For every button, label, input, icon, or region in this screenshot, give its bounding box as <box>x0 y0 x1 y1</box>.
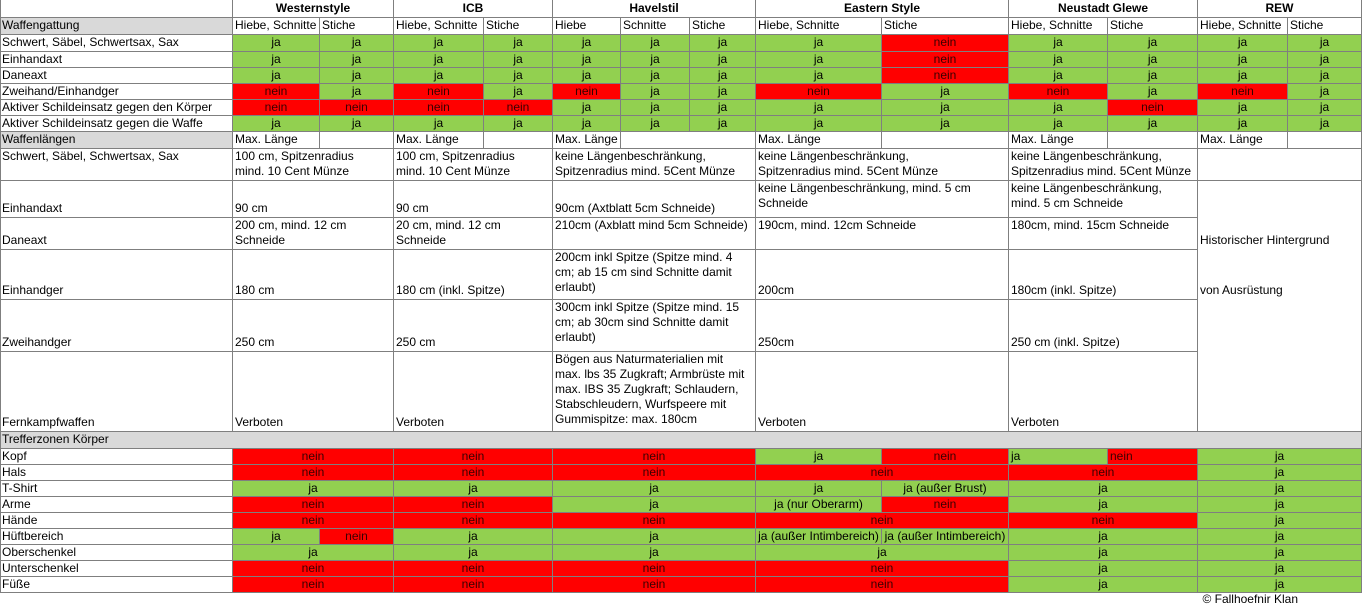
hit-zone-cell: ja (außer Intimbereich) <box>756 529 882 545</box>
permission-cell: nein <box>553 84 621 100</box>
max-length-value: 300cm inkl Spitze (Spitze mind. 15 cm; ab 30cm sind Schnitte damit erlaubt) <box>553 300 756 352</box>
permission-cell: nein <box>484 100 553 116</box>
permission-cell: ja <box>394 116 484 132</box>
max-length-value: Verboten <box>756 352 1009 432</box>
permission-cell: ja <box>690 116 756 132</box>
hit-zone-cell: nein <box>394 513 553 529</box>
permission-cell: ja <box>484 116 553 132</box>
sub-header: Hiebe, Schnitte <box>1198 18 1288 35</box>
hit-zone-label: Hüftbereich <box>0 529 233 545</box>
permission-cell: ja <box>882 84 1009 100</box>
permission-cell: ja <box>690 35 756 52</box>
sub-header: Stiche <box>1108 18 1198 35</box>
permission-cell: ja <box>320 35 394 52</box>
copyright-notice: © Fallhoefnir Klan <box>1202 592 1298 606</box>
hit-zone-cell: nein <box>320 529 394 545</box>
hit-zone-cell: ja <box>1198 465 1362 481</box>
permission-cell: nein <box>1198 84 1288 100</box>
weapon-type-label: Daneaxt <box>0 68 233 84</box>
hit-zone-cell: ja <box>1198 449 1362 465</box>
permission-cell: ja <box>233 35 320 52</box>
hit-zone-cell: nein <box>233 561 394 577</box>
corner-cell <box>0 0 233 18</box>
sub-header: Stiche <box>1288 18 1362 35</box>
hit-zone-cell: ja <box>756 545 1009 561</box>
hit-zone-cell: ja <box>1009 481 1198 497</box>
hit-zone-cell: ja (außer Brust) <box>882 481 1009 497</box>
hit-zone-cell: ja <box>1009 497 1198 513</box>
max-length-value: 90cm (Axtblatt 5cm Schneide) <box>553 181 756 218</box>
section-title-trefferzonen: Trefferzonen Körper <box>0 432 1362 449</box>
hit-zone-cell: ja <box>756 449 882 465</box>
hit-zone-label: Füße <box>0 577 233 593</box>
hit-zone-cell: nein <box>882 449 1009 465</box>
max-length-value: 90 cm <box>394 181 553 218</box>
max-length-value: 180cm, mind. 15cm Schneide <box>1009 218 1198 250</box>
hit-zone-cell: nein <box>394 577 553 593</box>
hit-zone-cell: ja <box>233 481 394 497</box>
permission-cell: nein <box>756 84 882 100</box>
max-length-label: Max. Länge <box>553 132 621 149</box>
max-length-value: 100 cm, Spitzenradius mind. 10 Cent Münze <box>394 149 553 181</box>
permission-cell: ja <box>484 52 553 68</box>
permission-cell: ja <box>553 100 621 116</box>
hit-zone-cell: nein <box>233 497 394 513</box>
hit-zone-cell: ja <box>1198 577 1362 593</box>
permission-cell: ja <box>1198 52 1288 68</box>
permission-cell: nein <box>394 100 484 116</box>
hit-zone-cell: nein <box>233 513 394 529</box>
hit-zone-cell: ja <box>1009 449 1108 465</box>
hit-zone-cell: nein <box>1009 465 1198 481</box>
permission-cell: ja <box>320 68 394 84</box>
hit-zone-cell: ja <box>553 529 756 545</box>
hit-zone-cell: nein <box>553 465 756 481</box>
empty-cell <box>484 132 553 149</box>
max-length-value: 20 cm, mind. 12 cm Schneide <box>394 218 553 250</box>
weapon-length-label: Einhandaxt <box>0 181 233 218</box>
sub-header: Stiche <box>882 18 1009 35</box>
sub-header: Hiebe, Schnitte <box>394 18 484 35</box>
weapon-length-label: Einhandger <box>0 250 233 300</box>
hit-zone-cell: ja <box>394 481 553 497</box>
permission-cell: ja <box>621 100 690 116</box>
permission-cell: nein <box>882 68 1009 84</box>
hit-zone-cell: ja (nur Oberarm) <box>756 497 882 513</box>
weapon-length-label: Zweihandger <box>0 300 233 352</box>
sub-header: Stiche <box>484 18 553 35</box>
sheet-left-border <box>0 0 1 593</box>
hit-zone-label: Kopf <box>0 449 233 465</box>
permission-cell: ja <box>690 52 756 68</box>
weapon-length-label: Fernkampfwaffen <box>0 352 233 432</box>
permission-cell: ja <box>756 100 882 116</box>
permission-cell: ja <box>553 35 621 52</box>
permission-cell: ja <box>1198 116 1288 132</box>
hit-zone-cell: nein <box>394 449 553 465</box>
permission-cell: ja <box>1009 35 1108 52</box>
permission-cell: ja <box>484 68 553 84</box>
permission-cell: ja <box>1108 116 1198 132</box>
hit-zone-cell: ja <box>1009 577 1198 593</box>
empty-cell <box>1108 132 1198 149</box>
max-length-value: keine Längenbeschränkung, mind. 5 cm Schneide <box>1009 181 1198 218</box>
permission-cell: ja <box>690 68 756 84</box>
permission-cell: ja <box>621 116 690 132</box>
permission-cell: nein <box>1108 100 1198 116</box>
permission-cell: ja <box>882 100 1009 116</box>
max-length-value: 250 cm (inkl. Spitze) <box>1009 300 1198 352</box>
permission-cell: ja <box>756 35 882 52</box>
hit-zone-cell: ja <box>1198 529 1362 545</box>
permission-cell: ja <box>1108 35 1198 52</box>
sub-header: Hiebe, Schnitte <box>1009 18 1108 35</box>
permission-cell: nein <box>320 100 394 116</box>
hit-zone-cell: nein <box>756 465 1009 481</box>
permission-cell: ja <box>756 116 882 132</box>
hit-zone-label: Hals <box>0 465 233 481</box>
hit-zone-cell: nein <box>1108 449 1198 465</box>
group-header: ICB <box>394 0 553 18</box>
sub-header: Schnitte <box>621 18 690 35</box>
max-length-value: Bögen aus Naturmaterialien mit max. lbs 35 Zugkraft; Armbrüste mit max. IBS 35 Zugkraft; Schlaudern, Stabschleudern, Wurfspeere mit Gummispitze: max. 180cm <box>553 352 756 432</box>
hit-zone-cell: nein <box>553 577 756 593</box>
max-length-value: 200cm inkl Spitze (Spitze mind. 4 cm; ab 15 cm sind Schnitte damit erlaubt) <box>553 250 756 300</box>
empty-cell <box>882 132 1009 149</box>
permission-cell: ja <box>233 68 320 84</box>
hit-zone-cell: ja <box>394 545 553 561</box>
permission-cell: ja <box>320 84 394 100</box>
permission-cell: ja <box>882 116 1009 132</box>
hit-zone-cell: ja <box>1009 545 1198 561</box>
max-length-value: 180cm (inkl. Spitze) <box>1009 250 1198 300</box>
permission-cell: ja <box>1108 84 1198 100</box>
permission-cell: ja <box>320 116 394 132</box>
permission-cell: ja <box>1288 100 1362 116</box>
permission-cell: ja <box>621 84 690 100</box>
permission-cell: ja <box>233 116 320 132</box>
weapon-length-label: Schwert, Säbel, Schwertsax, Sax <box>0 149 233 181</box>
sub-header: Hiebe <box>553 18 621 35</box>
weapon-type-label: Zweihand/Einhandger <box>0 84 233 100</box>
empty-cell <box>1198 149 1362 181</box>
permission-cell: ja <box>553 116 621 132</box>
permission-cell: nein <box>233 100 320 116</box>
permission-cell: nein <box>394 84 484 100</box>
permission-cell: ja <box>1108 68 1198 84</box>
hit-zone-cell: nein <box>553 513 756 529</box>
permission-cell: ja <box>1288 84 1362 100</box>
permission-cell: ja <box>1288 116 1362 132</box>
hit-zone-cell: nein <box>553 561 756 577</box>
permission-cell: ja <box>1009 116 1108 132</box>
hit-zone-cell: nein <box>233 449 394 465</box>
permission-cell: ja <box>553 68 621 84</box>
hit-zone-label: Oberschenkel <box>0 545 233 561</box>
group-header: Eastern Style <box>756 0 1009 18</box>
group-header: Havelstil <box>553 0 756 18</box>
max-length-value: 100 cm, Spitzenradius mind. 10 Cent Münze <box>233 149 394 181</box>
permission-cell: ja <box>621 68 690 84</box>
empty-cell <box>320 132 394 149</box>
permission-cell: ja <box>1198 35 1288 52</box>
max-length-value: 180 cm <box>233 250 394 300</box>
max-length-value: 200 cm, mind. 12 cm Schneide <box>233 218 394 250</box>
weapon-type-label: Einhandaxt <box>0 52 233 68</box>
permission-cell: ja <box>484 84 553 100</box>
max-length-label: Max. Länge <box>394 132 484 149</box>
max-length-value: 210cm (Axblatt mind 5cm Schneide) <box>553 218 756 250</box>
max-length-value: Verboten <box>1009 352 1198 432</box>
hit-zone-cell: nein <box>394 465 553 481</box>
max-length-label: Max. Länge <box>233 132 320 149</box>
permission-cell: ja <box>1009 52 1108 68</box>
hit-zone-cell: ja <box>233 545 394 561</box>
permission-cell: ja <box>553 52 621 68</box>
permission-cell: ja <box>394 68 484 84</box>
rew-note-line: Historischer Hintergrund <box>1200 233 1330 247</box>
hit-zone-cell: ja <box>1198 545 1362 561</box>
permission-cell: ja <box>1108 52 1198 68</box>
max-length-value: 180 cm (inkl. Spitze) <box>394 250 553 300</box>
max-length-value: keine Längenbeschränkung, mind. 5 cm Schneide <box>756 181 1009 218</box>
permission-cell: ja <box>233 52 320 68</box>
permission-cell: ja <box>394 52 484 68</box>
hit-zone-cell: ja <box>1198 481 1362 497</box>
permission-cell: ja <box>1288 35 1362 52</box>
max-length-value: Verboten <box>233 352 394 432</box>
permission-cell: ja <box>690 100 756 116</box>
hit-zone-cell: nein <box>233 465 394 481</box>
hit-zone-label: Unterschenkel <box>0 561 233 577</box>
sub-header: Stiche <box>320 18 394 35</box>
hit-zone-cell: nein <box>1009 513 1198 529</box>
hit-zone-cell: nein <box>394 561 553 577</box>
permission-cell: ja <box>690 84 756 100</box>
max-length-value: 250cm <box>756 300 1009 352</box>
max-length-value: 90 cm <box>233 181 394 218</box>
permission-cell: nein <box>1009 84 1108 100</box>
max-length-value: keine Längenbeschränkung, Spitzenradius mind. 5Cent Münze <box>553 149 756 181</box>
weapon-type-label: Aktiver Schildeinsatz gegen den Körper <box>0 100 233 116</box>
permission-cell: ja <box>756 68 882 84</box>
empty-cell <box>621 132 756 149</box>
hit-zone-cell: ja (außer Intimbereich) <box>882 529 1009 545</box>
hit-zone-cell: ja <box>1009 561 1198 577</box>
hit-zone-label: Arme <box>0 497 233 513</box>
permission-cell: ja <box>756 52 882 68</box>
permission-cell: ja <box>621 52 690 68</box>
permission-cell: ja <box>1009 68 1108 84</box>
section-title-waffenlaengen: Waffenlängen <box>0 132 233 149</box>
rew-note-line: von Ausrüstung <box>1200 283 1283 297</box>
hit-zone-cell: ja <box>553 497 756 513</box>
permission-cell: ja <box>1288 68 1362 84</box>
permission-cell: ja <box>1009 100 1108 116</box>
sub-header: Hiebe, Schnitte <box>756 18 882 35</box>
permission-cell: ja <box>1198 100 1288 116</box>
max-length-label: Max. Länge <box>1009 132 1108 149</box>
weapon-length-label: Daneaxt <box>0 218 233 250</box>
hit-zone-cell: ja <box>553 545 756 561</box>
permission-cell: ja <box>621 35 690 52</box>
hit-zone-cell: nein <box>394 497 553 513</box>
hit-zone-cell: nein <box>553 449 756 465</box>
max-length-value: Verboten <box>394 352 553 432</box>
permission-cell: ja <box>484 35 553 52</box>
sub-header: Hiebe, Schnitte <box>233 18 320 35</box>
hit-zone-cell: ja <box>1009 529 1198 545</box>
hit-zone-cell: nein <box>756 513 1009 529</box>
max-length-label: Max. Länge <box>756 132 882 149</box>
max-length-value: 250 cm <box>233 300 394 352</box>
max-length-label: Max. Länge <box>1198 132 1288 149</box>
permission-cell: nein <box>882 35 1009 52</box>
permission-cell: ja <box>394 35 484 52</box>
hit-zone-cell: nein <box>756 577 1009 593</box>
hit-zone-cell: nein <box>882 497 1009 513</box>
permission-cell: ja <box>1198 68 1288 84</box>
hit-zone-cell: nein <box>756 561 1009 577</box>
max-length-value: 250 cm <box>394 300 553 352</box>
hit-zone-cell: ja <box>1198 561 1362 577</box>
max-length-value: keine Längenbeschränkung, Spitzenradius mind. 5Cent Münze <box>756 149 1009 181</box>
hit-zone-label: T-Shirt <box>0 481 233 497</box>
hit-zone-label: Hände <box>0 513 233 529</box>
rew-notes <box>1198 181 1362 432</box>
group-header: REW <box>1198 0 1362 18</box>
hit-zone-cell: ja <box>394 529 553 545</box>
hit-zone-cell: ja <box>1198 513 1362 529</box>
section-title-waffengattung: Waffengattung <box>0 18 233 35</box>
group-header: Neustadt Glewe <box>1009 0 1198 18</box>
group-header: Westernstyle <box>233 0 394 18</box>
hit-zone-cell: ja <box>233 529 320 545</box>
permission-cell: nein <box>233 84 320 100</box>
permission-cell: ja <box>1288 52 1362 68</box>
weapon-type-label: Schwert, Säbel, Schwertsax, Sax <box>0 35 233 52</box>
sub-header: Stiche <box>690 18 756 35</box>
max-length-value: keine Längenbeschränkung, Spitzenradius mind. 5Cent Münze <box>1009 149 1198 181</box>
hit-zone-cell: ja <box>553 481 756 497</box>
permission-cell: ja <box>320 52 394 68</box>
max-length-value: 200cm <box>756 250 1009 300</box>
empty-cell <box>1288 132 1362 149</box>
weapon-type-label: Aktiver Schildeinsatz gegen die Waffe <box>0 116 233 132</box>
hit-zone-cell: ja <box>1198 497 1362 513</box>
hit-zone-cell: ja <box>756 481 882 497</box>
hit-zone-cell: nein <box>233 577 394 593</box>
permission-cell: nein <box>882 52 1009 68</box>
max-length-value: 190cm, mind. 12cm Schneide <box>756 218 1009 250</box>
